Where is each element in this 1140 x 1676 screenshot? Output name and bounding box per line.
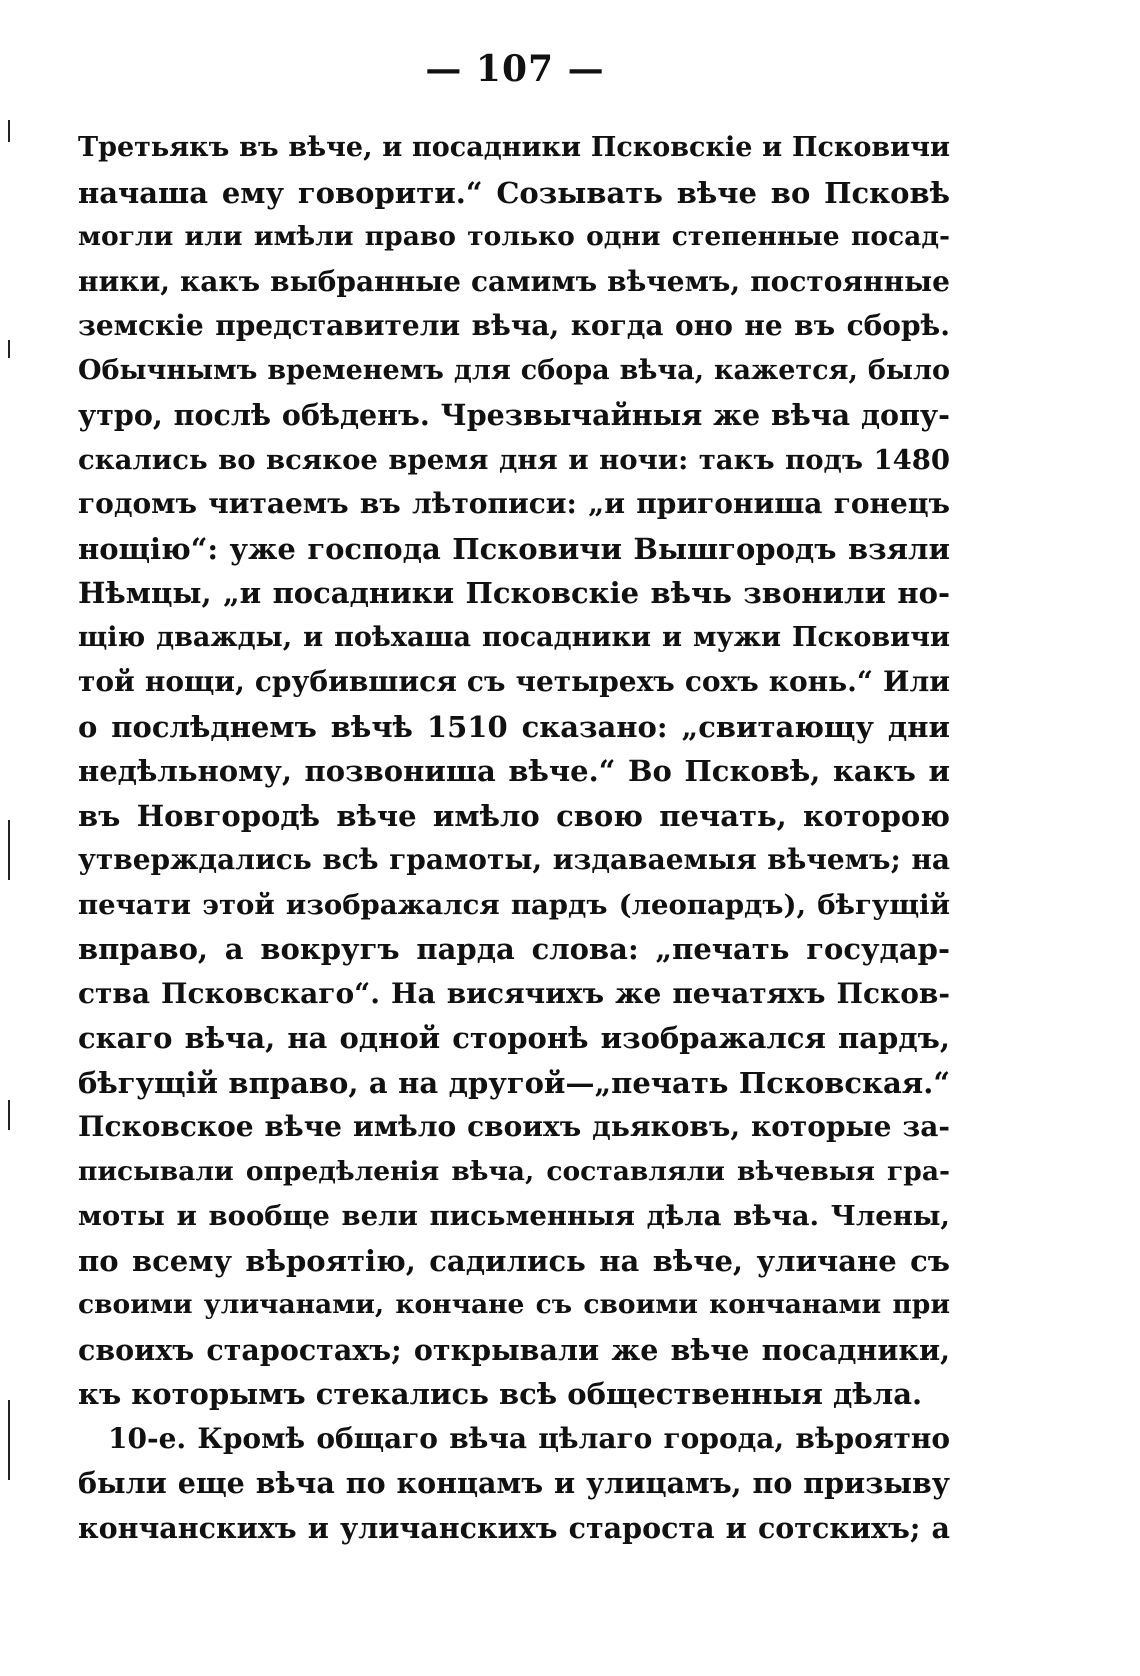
text-line: своихъ старостахъ; открывали же вѣче посадники, <box>78 1332 950 1367</box>
text-line: бѣгущій вправо, а на другой—„печать Псковская.“ <box>78 1065 950 1100</box>
text-line: утро, послѣ обѣденъ. Чрезвычайныя же вѣча допу- <box>78 398 950 432</box>
text-line: вправо, а вокругъ парда слова: „печать государ- <box>78 932 950 966</box>
text-line: земскіе представители вѣча, когда оно не въ сборѣ. <box>78 309 950 342</box>
paragraph <box>78 1417 950 1551</box>
text-line: Обычнымъ временемъ для сбора вѣча, кажется, было <box>78 354 950 386</box>
text-line: той нощи, срубившися съ четырехъ сохъ конь.“ Или <box>78 665 950 698</box>
text-line: нощію“: уже господа Псковичи Вышгородъ взяли <box>78 531 950 566</box>
text-line: о послѣднемъ вѣчѣ 1510 сказано: „свитающу дни <box>78 709 950 744</box>
text-line: утверждались всѣ грамоты, издаваемыя вѣчемъ; на <box>78 843 950 876</box>
page-number: — 107 — <box>425 48 605 90</box>
text-line: недѣльному, позвониша вѣче.“ Во Псковѣ, какъ и <box>78 754 950 788</box>
text-line: были еще вѣча по концамъ и улицамъ, по призыву <box>78 1466 950 1500</box>
text-line: своими уличанами, кончане съ своими кончанами при <box>78 1289 950 1320</box>
scan-mark <box>8 1100 10 1130</box>
text-line: кончанскихъ и уличанскихъ староста и сотскихъ; а <box>78 1510 950 1545</box>
text-line: моты и вообще вели письменныя дѣла вѣча. Члены, <box>78 1200 950 1232</box>
text-line: 10-е. Кромѣ общаго вѣча цѣлаго города, вѣроятно <box>108 1421 950 1455</box>
scan-mark <box>8 1400 10 1480</box>
text-line: ники, какъ выбранные самимъ вѣчемъ, постоянные <box>78 264 950 298</box>
scan-mark <box>8 820 10 880</box>
text-line: Псковское вѣче имѣло своихъ дьяковъ, которые за- <box>78 1110 950 1143</box>
text-line: по всему вѣроятію, садились на вѣче, уличане съ <box>78 1243 950 1278</box>
text-line: въ Новгородѣ вѣче имѣло свою печать, которою <box>78 798 950 833</box>
text-line: начаша ему говорити.“ Созывать вѣче во Псковѣ <box>78 175 950 210</box>
text-line: скались во всякое время дня и ночи: такъ подъ 1480 <box>78 443 950 476</box>
text-line: могли или имѣли право только одни степенные посад- <box>78 221 950 252</box>
text-line: скаго вѣча, на одной сторонѣ изображался пардъ, <box>78 1021 950 1055</box>
text-line: Нѣмцы, „и посадники Псковскіе вѣчь звонили но- <box>78 576 950 610</box>
text-line: Третьякъ въ вѣче, и посадники Псковскіе и Псковичи <box>78 132 950 163</box>
text-line: ства Псковскаго“. На висячихъ же печатяхъ Псков- <box>78 976 950 1010</box>
scan-mark <box>8 120 10 142</box>
text-line: писывали опредѣленія вѣча, составляли вѣчевыя гра- <box>78 1155 950 1187</box>
body-text <box>78 126 950 1550</box>
text-line: къ которымъ стекались всѣ общественныя дѣла. <box>78 1377 923 1411</box>
text-line: печати этой изображался пардъ (леопардъ), бѣгущій <box>78 888 950 921</box>
scan-mark <box>8 340 10 358</box>
text-line: годомъ читаемъ въ лѣтописи: „и пригониша гонецъ <box>78 487 950 520</box>
text-line: щію дважды, и поѣхаша посадники и мужи Псковичи <box>78 621 950 653</box>
paragraph <box>78 126 950 1417</box>
